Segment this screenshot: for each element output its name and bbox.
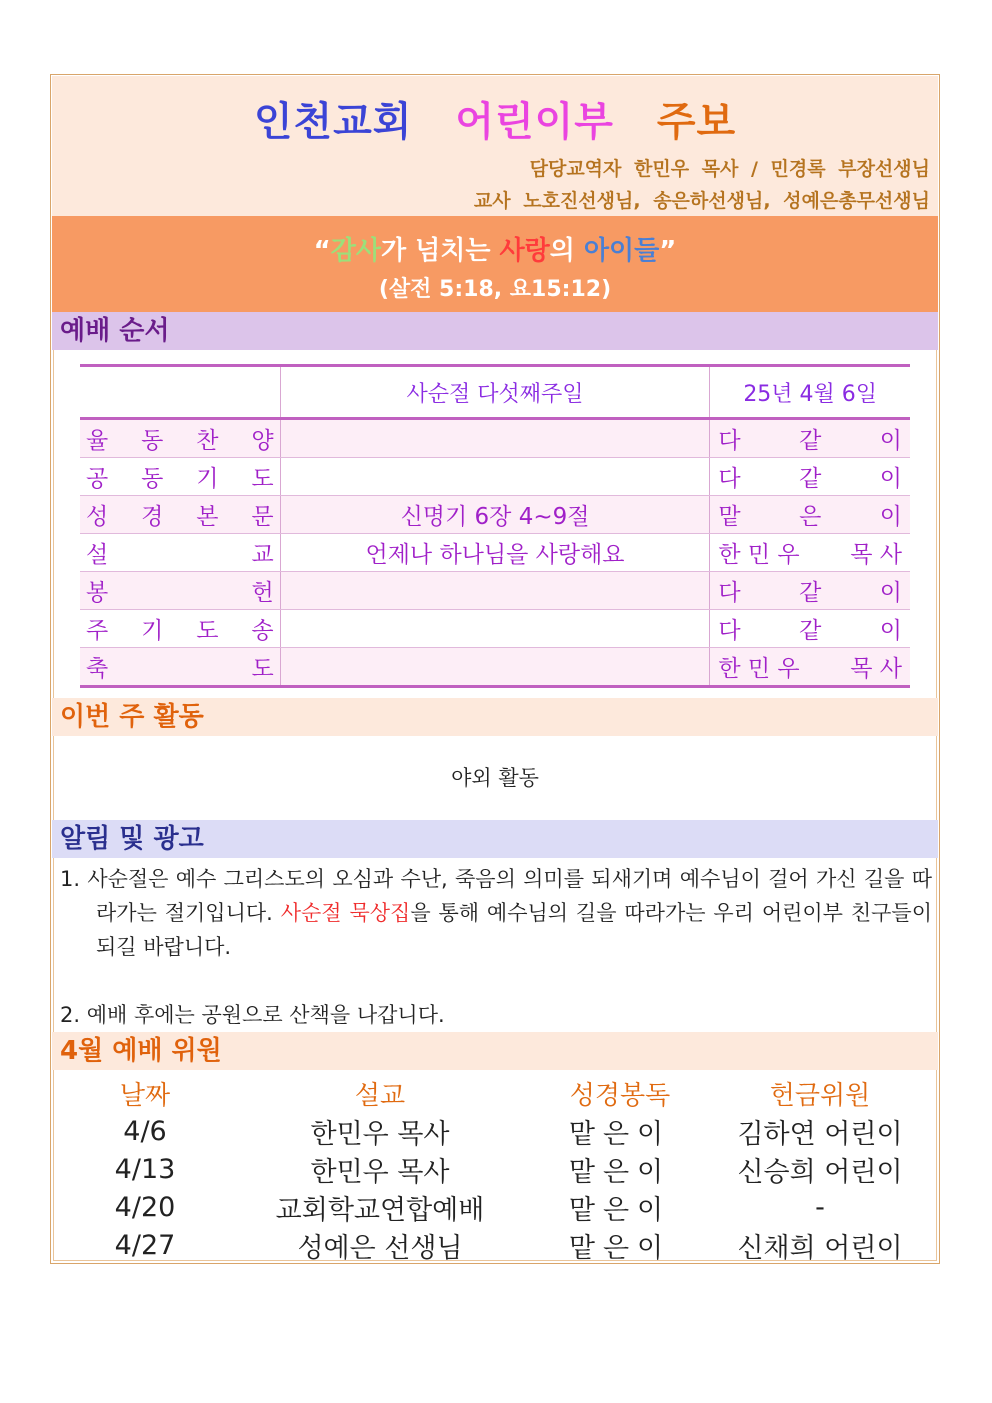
- theme-close-quote: ”: [659, 236, 677, 266]
- char: 찬: [196, 428, 219, 454]
- theme-open-quote: “: [313, 236, 331, 266]
- table-row: [60, 1226, 930, 1264]
- char: 축: [86, 656, 109, 682]
- theme-word-2: 가 넘치는: [380, 236, 500, 266]
- order-leader: [710, 422, 910, 455]
- duty-sermon: 한민우 목사: [310, 1156, 450, 1188]
- title-department: 어린이부: [455, 99, 614, 145]
- section-heading-notice: 알림 및 광고: [52, 820, 938, 858]
- staff-line-pastor: 담당교역자 한민우 목사 / 민경록 부장선생님: [529, 158, 930, 180]
- char: 같: [799, 466, 822, 492]
- activity-text: 야외 활동: [451, 766, 539, 790]
- table-row: [80, 496, 910, 534]
- worship-order-table: [80, 364, 910, 688]
- char: 봉: [86, 580, 109, 606]
- char: 공: [86, 466, 109, 492]
- duty-col-reading: 성경봉독: [569, 1080, 671, 1111]
- duty-offering: 신채희 어린이: [737, 1232, 903, 1264]
- section-heading-activity: 이번 주 활동: [52, 698, 938, 736]
- order-leader: [710, 612, 910, 645]
- char: 양: [251, 428, 274, 454]
- duty-reading: 맡은이: [568, 1194, 672, 1226]
- char: 이: [879, 580, 902, 606]
- duty-offering: -: [815, 1191, 825, 1223]
- theme-banner: [52, 216, 938, 312]
- char: 한 민 우: [718, 656, 800, 682]
- order-item: [80, 574, 280, 607]
- char: 율: [86, 428, 109, 454]
- char: 송: [251, 618, 274, 644]
- order-item: [80, 422, 280, 455]
- duty-col-offering: 헌금위원: [769, 1080, 871, 1111]
- duty-date: 4/27: [114, 1229, 176, 1261]
- table-row: [80, 419, 910, 458]
- table-row: [80, 610, 910, 648]
- duty-sermon: 성예은 선생님: [297, 1232, 463, 1264]
- duty-reading: 맡은이: [568, 1156, 672, 1188]
- char: 도: [251, 656, 274, 682]
- theme-reference: (살전 5:18, 요15:12): [378, 277, 612, 302]
- table-header-row: [80, 366, 910, 419]
- char: 동: [141, 466, 164, 492]
- bulletin-title: [52, 90, 938, 147]
- table-row: [80, 648, 910, 687]
- title-church: 인천교회: [253, 99, 413, 145]
- theme-word-children: 아이들: [583, 236, 660, 266]
- order-content: 언제나 하나님을 사랑해요: [280, 534, 710, 572]
- char: 같: [799, 618, 822, 644]
- order-content: [280, 572, 710, 610]
- char: 은: [799, 504, 822, 530]
- order-leader: [710, 650, 910, 683]
- table-row: [80, 534, 910, 572]
- table-row: [60, 1112, 930, 1150]
- char: 다: [718, 580, 741, 606]
- char: 경: [141, 504, 164, 530]
- notice-text: 1. 사순절은 예수 그리스도의 오심과 수난, 죽음의 의미를 되새기며 예수님이 걸어 가신 길을 따라가는 절기입니다.: [60, 867, 932, 925]
- char: 목 사: [850, 542, 902, 568]
- char: 이: [879, 466, 902, 492]
- order-content: [280, 648, 710, 687]
- order-item: [80, 612, 280, 645]
- char: 맡: [718, 504, 741, 530]
- duty-reading: 맡은이: [568, 1118, 672, 1150]
- table-row: [60, 1188, 930, 1226]
- theme-word-thanks: 감사: [330, 236, 381, 266]
- title-bulletin: 주보: [656, 99, 737, 145]
- order-leader: [710, 498, 910, 531]
- char: 도: [251, 466, 274, 492]
- char: 주: [86, 618, 109, 644]
- char: 헌: [251, 580, 274, 606]
- char: 한 민 우: [718, 542, 800, 568]
- order-leader: [710, 536, 910, 569]
- char: 교: [251, 542, 274, 568]
- theme-word-4: 의: [549, 236, 584, 266]
- section-heading-order: 예배 순서: [52, 312, 938, 350]
- duty-sermon: 한민우 목사: [310, 1118, 450, 1150]
- duty-col-date: 날짜: [119, 1080, 171, 1111]
- order-item: [80, 650, 280, 683]
- duty-header-row: [60, 1074, 930, 1112]
- table-row: [60, 1150, 930, 1188]
- order-content: [280, 610, 710, 648]
- char: 목 사: [850, 656, 902, 682]
- theme-word-love: 사랑: [499, 236, 550, 266]
- duty-date: 4/13: [114, 1153, 176, 1185]
- char: 동: [141, 428, 164, 454]
- char: 기: [141, 618, 164, 644]
- section-heading-duty: 4월 예배 위원: [52, 1032, 938, 1070]
- order-leader: [710, 460, 910, 493]
- notice-text: 을 통해 예수님의 길을 따라가는 우리 어린이부 친구들이 되길 바랍니다.: [96, 901, 932, 959]
- header-cell-date: 25년 4월 6일: [710, 366, 910, 419]
- char: 도: [196, 618, 219, 644]
- order-item: [80, 460, 280, 493]
- bulletin-header: [52, 76, 938, 216]
- duty-date: 4/20: [114, 1191, 176, 1223]
- notice-item-1: [60, 862, 932, 964]
- order-item: [80, 498, 280, 531]
- char: 성: [86, 504, 109, 530]
- duty-col-sermon: 설교: [354, 1080, 406, 1111]
- duty-table: [60, 1074, 930, 1264]
- table-row: [80, 572, 910, 610]
- notice-highlight: 사순절 묵상집: [280, 901, 411, 925]
- char: 기: [196, 466, 219, 492]
- char: 같: [799, 580, 822, 606]
- char: 문: [251, 504, 274, 530]
- notice-item-2: 2. 예배 후에는 공원으로 산책을 나갑니다.: [60, 1003, 445, 1027]
- char: 이: [879, 618, 902, 644]
- order-content: [280, 419, 710, 458]
- char: 같: [799, 428, 822, 454]
- char: 다: [718, 466, 741, 492]
- duty-offering: 신승희 어린이: [737, 1156, 903, 1188]
- duty-date: 4/6: [123, 1115, 167, 1147]
- order-item: [80, 536, 280, 569]
- char: 설: [86, 542, 109, 568]
- char: 다: [718, 428, 741, 454]
- char: 본: [196, 504, 219, 530]
- staff-line-teachers: 교사 노호진선생님, 송은하선생님, 성예은총무선생님: [473, 190, 930, 212]
- char: 이: [879, 504, 902, 530]
- table-row: [80, 458, 910, 496]
- duty-sermon: 교회학교연합예배: [275, 1194, 485, 1226]
- char: 다: [718, 618, 741, 644]
- order-content: 신명기 6장 4~9절: [280, 496, 710, 534]
- order-leader: [710, 574, 910, 607]
- char: 이: [879, 428, 902, 454]
- header-cell-sunday: 사순절 다섯째주일: [280, 366, 710, 419]
- header-cell-empty: [80, 366, 280, 419]
- duty-reading: 맡은이: [568, 1232, 672, 1264]
- duty-offering: 김하연 어린이: [737, 1118, 903, 1150]
- theme-slogan: [52, 230, 938, 267]
- order-content: [280, 458, 710, 496]
